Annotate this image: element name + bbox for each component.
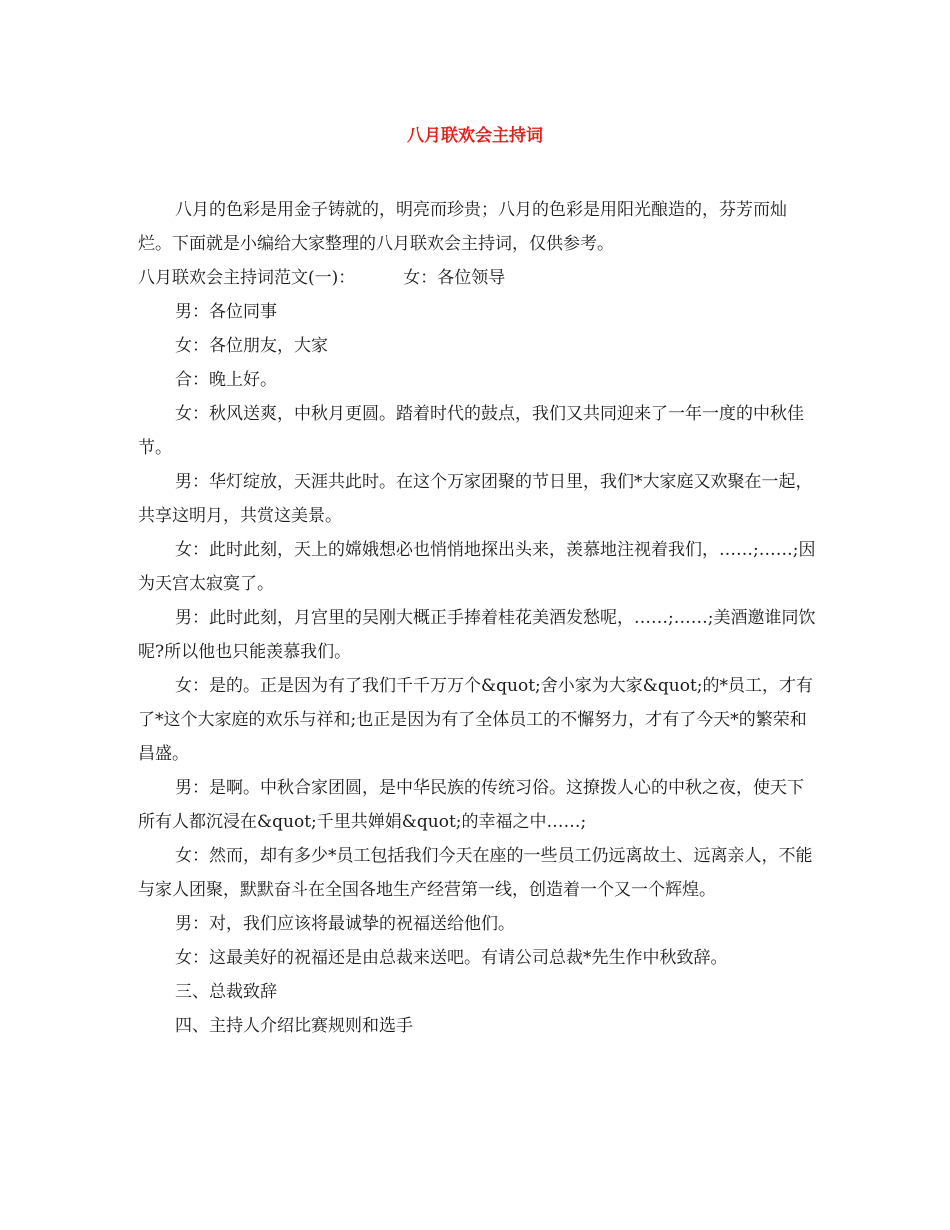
body-paragraph: 男：对，我们应该将最诚挚的祝福送给他们。 xyxy=(175,914,515,934)
section-heading-line xyxy=(138,261,818,295)
body-paragraph: 合：晚上好。 xyxy=(175,370,277,390)
body-paragraph: 女：这最美好的祝福还是由总裁来送吧。有请公司总裁*先生作中秋致辞。 xyxy=(175,948,728,968)
section-first-line: 女：各位领导 xyxy=(403,268,506,288)
body-paragraph: 四、主持人介绍比赛规则和选手 xyxy=(175,1016,413,1036)
body-paragraph: 女：各位朋友，大家 xyxy=(175,336,328,356)
body-paragraph: 女：此时此刻，天上的嫦娥想必也悄悄地探出头来，羡慕地注视着我们，……;……;因为天宫太寂寞了。 xyxy=(138,540,816,594)
body-paragraph: 男：是啊。中秋合家团圆，是中华民族的传统习俗。这撩拨人心的中秋之夜，使天下所有人都沉浸在&quot;千里共婵娟&quot;的幸福之中……; xyxy=(138,778,804,832)
intro-paragraph: 八月的色彩是用金子铸就的，明亮而珍贵；八月的色彩是用阳光酿造的，芬芳而灿烂。下面就是小编给大家整理的八月联欢会主持词，仅供参考。 xyxy=(138,200,787,254)
section-heading: 八月联欢会主持词范文(一)： xyxy=(138,268,356,288)
body-paragraph: 女：然而，却有多少*员工包括我们今天在座的一些员工仍远离故土、远离亲人，不能与家人团聚，默默奋斗在全国各地生产经营第一线，创造着一个又一个辉煌。 xyxy=(138,846,813,900)
body-paragraph: 女：是的。正是因为有了我们千千万万个&quot;舍小家为大家&quot;的*员工，才有了*这个大家庭的欢乐与祥和;也正是因为有了全体员工的不懈努力，才有了今天*的繁荣和昌盛。 xyxy=(138,676,814,764)
document-body xyxy=(138,193,818,1043)
body-paragraph: 三、总裁致辞 xyxy=(175,982,277,1002)
document-title: 八月联欢会主持词 xyxy=(407,126,543,146)
body-paragraph: 女：秋风送爽，中秋月更圆。踏着时代的鼓点，我们又共同迎来了一年一度的中秋佳节。 xyxy=(138,404,804,458)
body-paragraph: 男：各位同事 xyxy=(175,302,277,322)
body-paragraph: 男：此时此刻，月宫里的吴刚大概正手捧着桂花美酒发愁呢，……;……;美酒邀谁同饮呢?所以他也只能羡慕我们。 xyxy=(138,608,816,662)
body-paragraph: 男：华灯绽放，天涯共此时。在这个万家团聚的节日里，我们*大家庭又欢聚在一起，共享这明月，共赏这美景。 xyxy=(138,472,813,526)
